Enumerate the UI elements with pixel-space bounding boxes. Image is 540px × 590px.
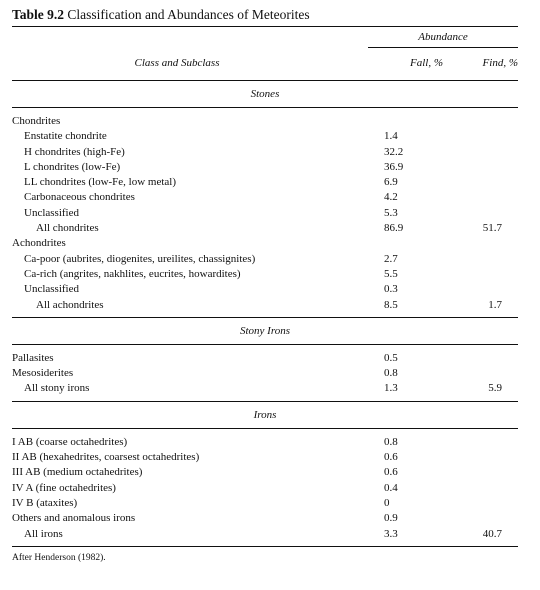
- row-label: All chondrites: [36, 222, 99, 235]
- table-container: [12, 6, 518, 563]
- row-label: II AB (hexahedrites, coarsest octahedrites): [12, 451, 200, 464]
- section-rows: [12, 429, 518, 546]
- fall-value: 0.8: [384, 367, 398, 380]
- table-row: [12, 145, 518, 160]
- table-row: [12, 366, 518, 381]
- row-label: Enstatite chondrite: [24, 130, 107, 143]
- column-header-row: [12, 48, 518, 80]
- row-label: All stony irons: [24, 382, 90, 395]
- find-value: 1.7: [488, 298, 502, 311]
- class-column-header: Class and Subclass: [134, 57, 220, 69]
- row-label: Achondrites: [12, 237, 66, 250]
- table-row: [12, 465, 518, 480]
- fall-value: 0.6: [384, 466, 398, 479]
- row-label: Unclassified: [24, 206, 79, 219]
- fall-value: 6.9: [384, 176, 398, 189]
- row-label: Ca-rich (angrites, nakhlites, eucrites, howardites): [24, 267, 241, 280]
- fall-value: 0.6: [384, 451, 398, 464]
- table-row: [12, 160, 518, 175]
- table-title: Classification and Abundances of Meteorites: [67, 7, 310, 22]
- section-title: Stony Irons: [239, 324, 290, 337]
- row-label: L chondrites (low-Fe): [24, 160, 121, 173]
- row-label: All irons: [24, 527, 63, 540]
- fall-value: 2.7: [384, 252, 398, 265]
- table-row: [12, 129, 518, 144]
- section-title: Stones: [250, 88, 280, 100]
- row-label: Pallasites: [12, 351, 54, 364]
- find-value: 40.7: [482, 527, 502, 540]
- abundance-label: Abundance: [418, 31, 468, 43]
- find-value: 51.7: [482, 222, 502, 235]
- fall-value: 0.3: [384, 283, 398, 296]
- table-row: [12, 351, 518, 366]
- section-bottom-rule: [12, 546, 518, 547]
- fall-value: 0.9: [384, 512, 398, 525]
- table-row: [12, 175, 518, 190]
- table-row: [12, 190, 518, 205]
- row-label: IV B (ataxites): [12, 496, 78, 509]
- table-footnote: After Henderson (1982).: [12, 552, 106, 563]
- table-row: [12, 496, 518, 511]
- section-rows: [12, 345, 518, 401]
- row-label: Carbonaceous chondrites: [24, 191, 135, 204]
- table-row: [12, 282, 518, 297]
- table-row: [12, 267, 518, 282]
- find-column-header: Find, %: [482, 57, 518, 69]
- table-row: [12, 435, 518, 450]
- row-label: All achondrites: [36, 298, 104, 311]
- fall-value: 5.3: [384, 206, 398, 219]
- table-body: [12, 81, 518, 547]
- fall-value: 32.2: [384, 145, 404, 158]
- fall-value: 0.5: [384, 351, 398, 364]
- table-row: [12, 221, 518, 236]
- fall-value: 0.8: [384, 435, 398, 448]
- table-row: [12, 298, 518, 313]
- section-rows: [12, 108, 518, 317]
- fall-value: 0: [384, 496, 390, 509]
- row-label: Unclassified: [24, 283, 79, 296]
- section-title: Irons: [253, 408, 277, 421]
- fall-value: 86.9: [384, 222, 404, 235]
- row-label: Chondrites: [12, 115, 61, 127]
- fall-value: 3.3: [384, 527, 398, 540]
- table-row: [12, 381, 518, 396]
- row-label: Ca-poor (aubrites, diogenites, ureilites, chassignites): [24, 252, 256, 265]
- table-row: [12, 236, 518, 251]
- table-row: [12, 481, 518, 496]
- table-row: [12, 114, 518, 129]
- row-label: Mesosiderites: [12, 367, 74, 380]
- row-label: H chondrites (high-Fe): [24, 145, 125, 158]
- table-number: Table 9.2: [12, 7, 65, 22]
- fall-value: 0.4: [384, 481, 398, 494]
- row-label: I AB (coarse octahedrites): [12, 435, 128, 448]
- fall-column-header: Fall, %: [410, 57, 443, 69]
- table-row: [12, 511, 518, 526]
- table-row: [12, 206, 518, 221]
- fall-value: 1.3: [384, 382, 398, 395]
- abundance-header: [12, 27, 518, 47]
- fall-value: 5.5: [384, 267, 398, 280]
- table-row: [12, 450, 518, 465]
- row-label: Others and anomalous irons: [12, 512, 136, 525]
- find-value: 5.9: [488, 382, 502, 395]
- row-label: LL chondrites (low-Fe, low metal): [24, 176, 177, 189]
- fall-value: 4.2: [384, 191, 398, 204]
- fall-value: 8.5: [384, 298, 398, 311]
- table-row: [12, 252, 518, 267]
- row-label: IV A (fine octahedrites): [12, 481, 116, 494]
- row-label: III AB (medium octahedrites): [12, 466, 143, 479]
- table-caption: [12, 6, 518, 26]
- fall-value: 1.4: [384, 130, 398, 143]
- fall-value: 36.9: [384, 160, 404, 173]
- table-row: [12, 527, 518, 542]
